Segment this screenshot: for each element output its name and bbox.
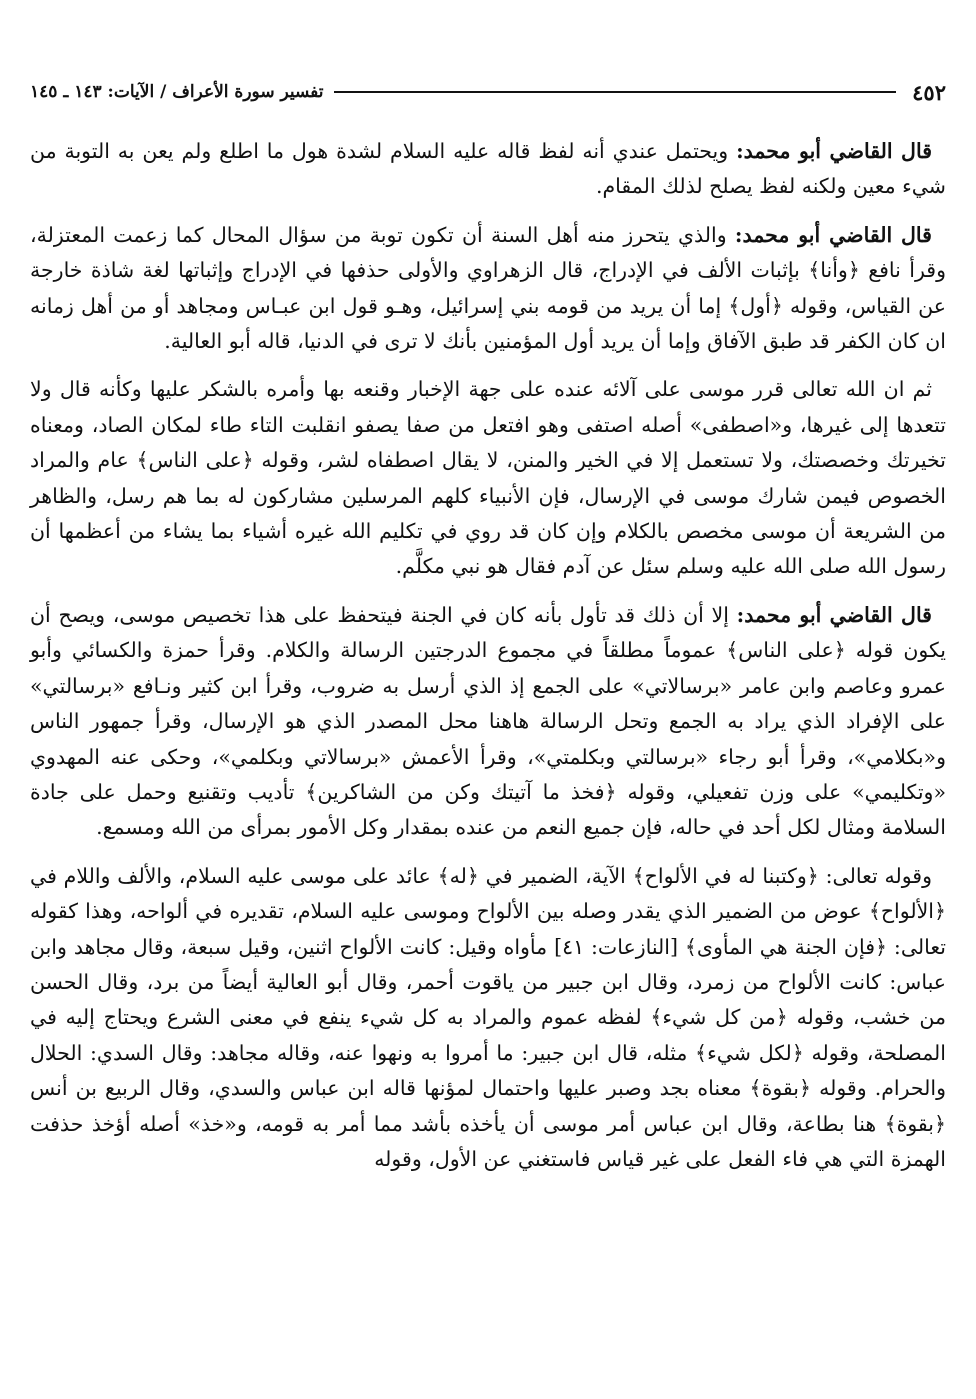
running-title: تفسير سورة الأعراف / الآيات: ١٤٣ ـ ١٤٥ <box>30 82 324 102</box>
paragraph <box>30 372 946 584</box>
paragraph <box>30 598 946 846</box>
paragraph-text: إلا أن ذلك قد تأول بأنه كان في الجنة فيتحفظ على هذا تخصيص موسى، ويصح أن يكون قوله ﴿على الناس﴾ عموماً مطلقاً في مجموع الدرجتين الرسالة والكلام. وقرأ حمزة والكسائي وأبو عمرو وعاصم وابن عامر «برسالاتي» على الجمع إذ الذي أرسل به ضروب، وقرأ ابن كثير ونـافع «برسالتي» على الإفراد الذي يراد به الجمع وتحل الرسالة هاهنا محل المصدر الذي هو الإرسال، وقرأ جمهور الناس و«بكلامي»، وقرأ أبو رجاء «برسالتي وبكلمتي»، وقرأ الأعمش «برسالاتي وبكلمي»، وحكى عنه المهدوي «وتكليمي» على وزن تفعيلي، وقوله ﴿فخذ ما آتيتك وكن من الشاكرين﴾ تأديب وتقنيع وحمل على جادة السلامة ومثال لكل أحد في حاله، فإن جميع النعم من عنده بمقدار وكل الأمور بمرأى من الله ومسمع. <box>30 602 946 840</box>
paragraph <box>30 859 946 1178</box>
paragraph-text: والذي يتحرز منه أهل السنة أن تكون توبة من سؤال المحال كما زعمت المعتزلة، وقرأ نافع ﴿وأنا﴾ بإثبات الألف في الإدراج، قال الزهراوي والأولى حذفها في الإدراج وإثباتها لغة شاذة خارجة عن القياس، وقوله ﴿أول﴾ إما أن يريد من قومه بني إسرائيل، وهـو قول ابن عبـاس ومجاهد أو من أهل زمانه ان كان الكفر قد طبق الآفاق وإما أن يريد أول المؤمنين بأنك لا ترى في الدنيا، قاله أبو العالية. <box>30 222 946 354</box>
paragraph <box>30 218 946 360</box>
paragraph-text: ثم ان الله تعالى قرر موسى على آلائه عنده على جهة الإخبار وقنعه بها وأمره بالشكر عليها وكأنه قال ولا تتعدها إلى غيرها، و«اصطفى» أصله اصتفى وهو افتعل من صفا يصفو انقلبت التاء طاء لمكان الصاد، ومعناه تخيرتك وخصصتك، ولا تستعمل إلا في الخير والمنن، لا يقال اصطفاه لشر، وقوله ﴿على الناس﴾ عام والمراد الخصوص فيمن شارك موسى في الإرسال، فإن الأنبياء كلهم المرسلين مشاركون له بما هم رسل، والظاهر من الشريعة أن موسى مخصص بالكلام وإن كان قد روي في تكليم الله غيره أشياء بما يشاء من أعظمها أن رسول الله صلى الله عليه وسلم سئل عن آدم فقال هو نبي مكلَّم. <box>30 377 946 579</box>
speaker-label: قال القاضي أبو محمد: <box>736 602 932 627</box>
speaker-label: قال القاضي أبو محمد: <box>734 222 932 247</box>
book-page <box>30 72 946 1190</box>
page-header <box>30 72 946 112</box>
paragraph-text: وقوله تعالى: ﴿وكتبنا له في الألواح﴾ الآية، الضمير في ﴿له﴾ عائد على موسى عليه السلام، والألف واللام في ﴿الألواح﴾ عوض من الضمير الذي يقدر وصله بين الألواح وموسى عليه السلام، تقديره في ألواحه، وهذا كقوله تعالى: ﴿فإن الجنة هي المأوى﴾ [النازعات: ٤١] مأواه وقيل: كانت الألواح اثنين، وقيل سبعة، وقال مجاهد وابن عباس: كانت الألواح من زمرد، وقال ابن جبير من ياقوت أحمر، وقال أبو العالية أيضاً من برد، وقال الحسن من خشب، وقوله ﴿من كل شيء﴾ لفظه عموم والمراد به كل شيء ينفع في معنى الشرع ويحتاج إليه في المصلحة، وقوله ﴿لكل شيء﴾ مثله، قال ابن جبير: ما أمروا به ونهوا عنه، وقاله مجاهد: وقال السدي: الحلال والحرام. وقوله ﴿بقوة﴾ معناه بجد وصبر عليها واحتمال لمؤنها قاله ابن عباس والسدي، وقال الربيع بن أنس ﴿بقوة﴾ هنا بطاعة، وقال ابن عباس أمر موسى أن يأخذه بأشد مما أمر به قومه، و«خذ» أصله أؤخذ حذفت الهمزة التي هي فاء الفعل على غير قياس فاستغني عن الأول، وقوله <box>30 863 946 1171</box>
page-number: ٤٥٢ <box>912 79 946 105</box>
paragraph <box>30 134 946 205</box>
paragraph-text: ويحتمل عندي أنه لفظ قاله عليه السلام لشدة هول ما اطلع ولم يعن به التوبة من شيء معين ولكنه لفظ يصلح لذلك المقام. <box>30 139 946 199</box>
page-body <box>30 134 946 1177</box>
speaker-label: قال القاضي أبو محمد: <box>736 139 932 163</box>
header-rule <box>334 91 897 93</box>
